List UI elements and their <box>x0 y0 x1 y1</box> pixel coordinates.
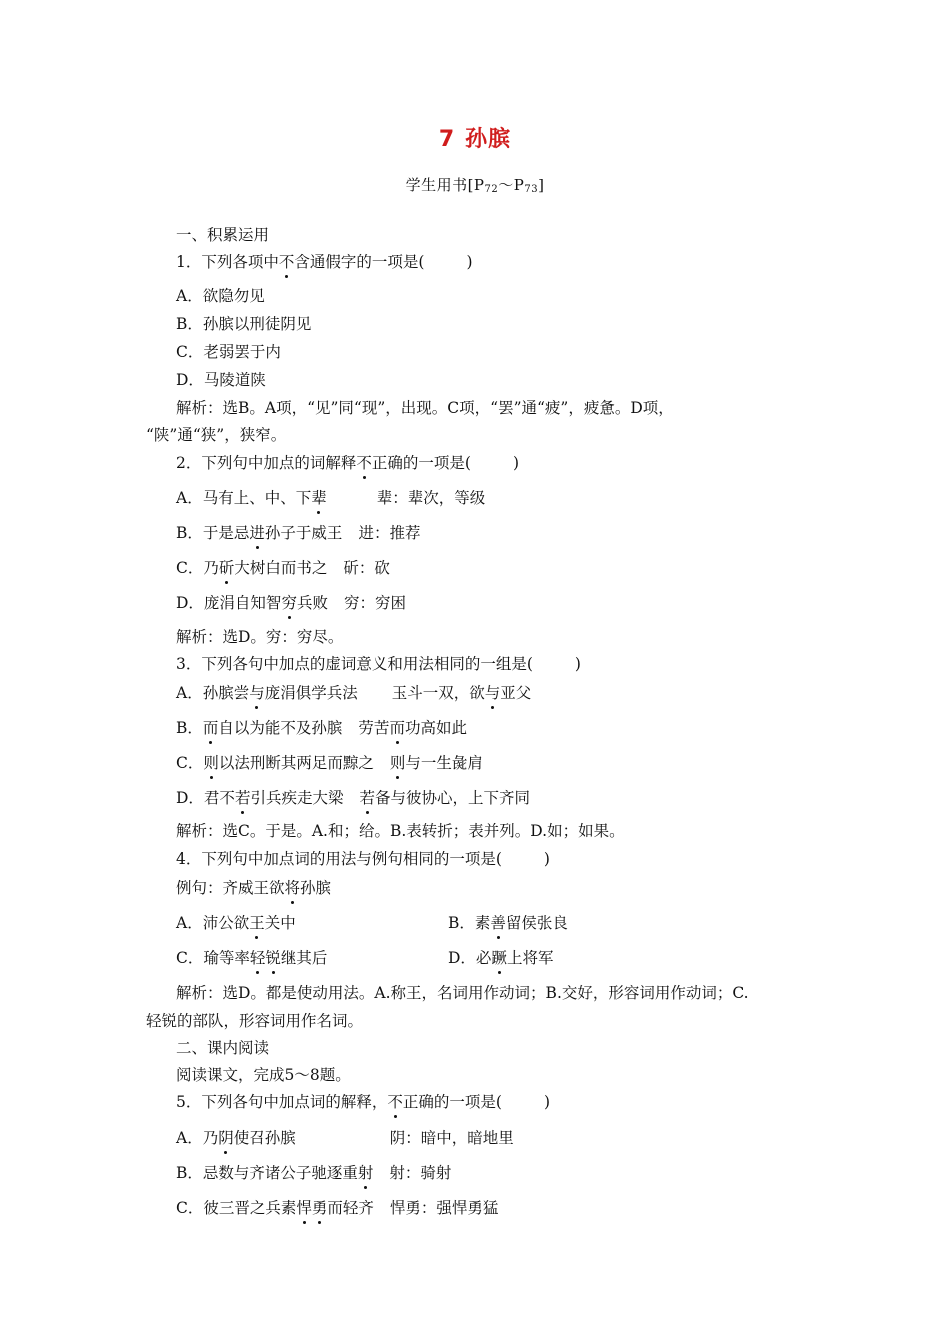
question-3-option-b: B．而自以为能不及孙膑 劳苦而功高如此 <box>176 719 467 737</box>
emphasis-dot-char: 不 <box>278 253 295 271</box>
question-2-option-a: A．马有上、中、下辈 辈：辈次，等级 <box>176 489 486 507</box>
lesson-title: 孙膑 <box>465 127 512 152</box>
question-1-option-b: B．孙膑以刑徒阴见 <box>176 315 312 333</box>
question-3-stem: 3．下列各句中加点的虚词意义和用法相同的一组是( ) <box>176 655 581 673</box>
question-4-analysis-line-1: 解析：选D。都是使动用法。A.称王，名词用作动词；B.交好，形容词用作动词；C. <box>176 984 749 1002</box>
question-5-option-a: A．乃阴使召孙膑 阴：暗中，暗地里 <box>176 1129 514 1147</box>
question-3-analysis: 解析：选C。于是。A.和；给。B.表转折；表并列。D.如；如果。 <box>176 822 625 840</box>
question-4-stem: 4．下列句中加点词的用法与例句相同的一项是( ) <box>176 850 550 868</box>
question-4-analysis-line-2: 轻锐的部队，形容词用作名词。 <box>146 1012 364 1030</box>
question-5-option-c: C．彼三晋之兵素悍勇而轻齐 悍勇：强悍勇猛 <box>176 1199 499 1217</box>
question-5-option-b: B．忌数与齐诸公子驰逐重射 射：骑射 <box>176 1164 452 1182</box>
question-4-example: 例句：齐威王欲将孙膑 <box>176 879 332 897</box>
question-2-option-c: C．乃斫大树白而书之 斫：砍 <box>176 559 390 577</box>
question-1-option-a: A．欲隐勿见 <box>176 287 265 305</box>
question-2-option-d: D．庞涓自知智穷兵败 穷：穷困 <box>176 594 406 612</box>
reading-intro: 阅读课文，完成5～8题。 <box>176 1066 351 1084</box>
question-4-options-row-2 <box>176 947 776 969</box>
page-title <box>0 122 950 153</box>
question-2-option-b: B．于是忌进孙子于威王 进：推荐 <box>176 524 421 542</box>
question-4-option-b: B．素善留侯张良 <box>448 914 568 932</box>
question-3-option-d: D．君不若引兵疾走大梁 若备与彼协心，上下齐同 <box>176 789 530 807</box>
emphasis-dot-char: 不 <box>356 454 372 472</box>
question-4-option-c: C．瑜等率轻锐继其后 <box>176 949 328 967</box>
question-5-stem: 5．下列各句中加点词的解释，不正确的一项是( ) <box>176 1093 551 1111</box>
question-4-option-d: D．必蹶上将军 <box>448 949 554 967</box>
question-4-option-a: A．沛公欲王关中 <box>176 914 296 932</box>
question-2-analysis: 解析：选D。穷：穷尽。 <box>176 628 344 646</box>
section-heading-2: 二、课内阅读 <box>176 1039 270 1057</box>
question-3-option-c: C．则以法刑断其两足而黥之 则与一生彘肩 <box>176 754 483 772</box>
question-1-analysis-line-1: 解析：选B。A项，“见”同“现”，出现。C项，“罢”通“疲”，疲惫。D项， <box>176 399 674 417</box>
question-1-option-d: D．马陵道陕 <box>176 371 266 389</box>
question-3-option-a: A．孙膑尝与庞涓俱学兵法 玉斗一双，欲与亚父 <box>176 684 532 702</box>
section-heading-1: 一、积累运用 <box>176 226 270 244</box>
emphasis-dot-char: 不 <box>387 1093 403 1111</box>
question-2-stem: 2．下列句中加点的词解释不正确的一项是( ) <box>176 454 520 472</box>
question-1-analysis-line-2: “陕”通“狭”，狭窄。 <box>146 426 287 444</box>
book-reference: 学生用书$[P_{72}\sim P_{73}]$ <box>405 176 545 195</box>
lesson-number: 7 <box>438 127 456 152</box>
question-1-stem: 1．下列各项中不含通假字的一项是( ) <box>176 253 473 271</box>
question-1-option-c: C．老弱罢于内 <box>176 343 281 361</box>
question-4-options-row-1 <box>176 912 776 934</box>
